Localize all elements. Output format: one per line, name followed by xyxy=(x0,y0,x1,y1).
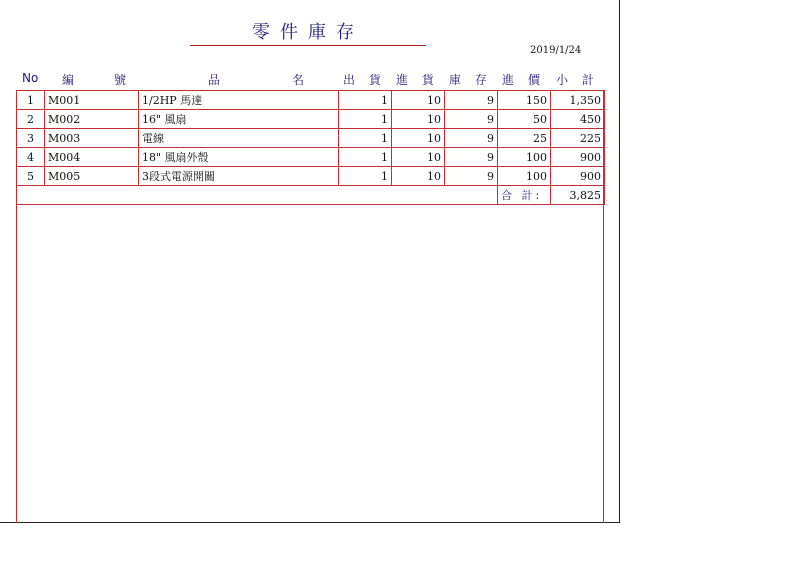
cell-out: 1 xyxy=(339,148,392,167)
col-header-no: No xyxy=(22,71,39,85)
col-header-name: 品 名 xyxy=(208,73,321,87)
col-header-price: 進 價 xyxy=(502,73,545,87)
column-headers xyxy=(16,71,604,87)
cell-stock: 9 xyxy=(445,167,498,186)
cell-no: 4 xyxy=(17,148,45,167)
total-spacer xyxy=(17,186,498,205)
cell-name: 3段式電源開關 xyxy=(139,167,339,186)
total-value: 3,825 xyxy=(551,186,605,205)
table-row xyxy=(17,167,605,186)
col-header-subtotal: 小 計 xyxy=(556,73,599,87)
total-label: 合 計: xyxy=(498,186,551,205)
cell-name: 1/2HP 馬達 xyxy=(139,91,339,110)
table-row xyxy=(17,110,605,129)
cell-price: 50 xyxy=(498,110,551,129)
cell-no: 5 xyxy=(17,167,45,186)
inventory-table xyxy=(16,90,605,205)
cell-code: M001 xyxy=(45,91,139,110)
col-header-stock: 庫 存 xyxy=(449,73,492,87)
report-title: 零件庫存 xyxy=(252,22,364,43)
cell-out: 1 xyxy=(339,167,392,186)
cell-subtotal: 1,350 xyxy=(551,91,605,110)
cell-stock: 9 xyxy=(445,148,498,167)
cell-no: 2 xyxy=(17,110,45,129)
col-header-code: 編 號 xyxy=(62,73,141,87)
cell-out: 1 xyxy=(339,91,392,110)
cell-price: 150 xyxy=(498,91,551,110)
cell-no: 1 xyxy=(17,91,45,110)
table-row xyxy=(17,129,605,148)
cell-subtotal: 450 xyxy=(551,110,605,129)
inventory-grid xyxy=(16,90,604,523)
cell-out: 1 xyxy=(339,110,392,129)
title-underline xyxy=(190,45,426,46)
col-header-in: 進 貨 xyxy=(396,73,439,87)
table-row xyxy=(17,91,605,110)
cell-stock: 9 xyxy=(445,129,498,148)
cell-in: 10 xyxy=(392,148,445,167)
cell-price: 25 xyxy=(498,129,551,148)
cell-subtotal: 900 xyxy=(551,148,605,167)
cell-in: 10 xyxy=(392,167,445,186)
cell-subtotal: 900 xyxy=(551,167,605,186)
cell-in: 10 xyxy=(392,91,445,110)
col-header-out: 出 貨 xyxy=(343,73,386,87)
report-date: 2019/1/24 xyxy=(530,45,582,56)
cell-price: 100 xyxy=(498,167,551,186)
cell-name: 18" 風扇外殼 xyxy=(139,148,339,167)
cell-code: M005 xyxy=(45,167,139,186)
cell-stock: 9 xyxy=(445,110,498,129)
cell-subtotal: 225 xyxy=(551,129,605,148)
cell-out: 1 xyxy=(339,129,392,148)
cell-no: 3 xyxy=(17,129,45,148)
cell-name: 電線 xyxy=(139,129,339,148)
cell-code: M003 xyxy=(45,129,139,148)
cell-in: 10 xyxy=(392,110,445,129)
cell-name: 16" 風扇 xyxy=(139,110,339,129)
cell-code: M002 xyxy=(45,110,139,129)
table-row xyxy=(17,148,605,167)
cell-code: M004 xyxy=(45,148,139,167)
total-row xyxy=(17,186,605,205)
cell-price: 100 xyxy=(498,148,551,167)
cell-in: 10 xyxy=(392,129,445,148)
cell-stock: 9 xyxy=(445,91,498,110)
